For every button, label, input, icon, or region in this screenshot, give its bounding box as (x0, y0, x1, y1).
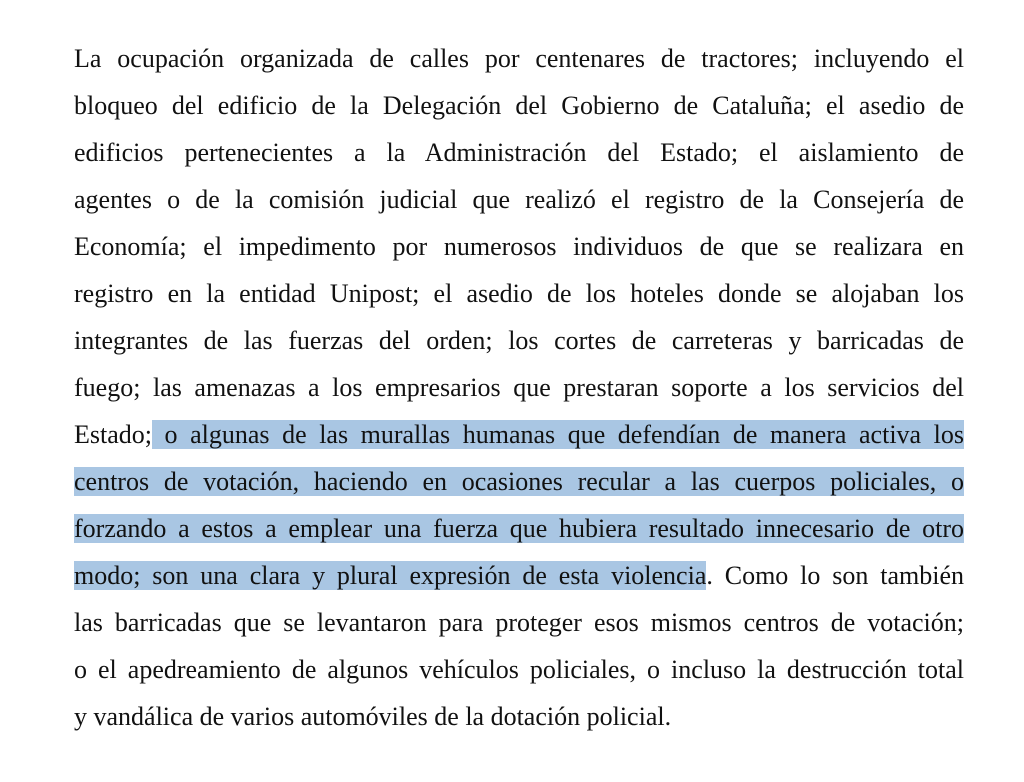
paragraph-line (74, 42, 964, 76)
paragraph-line (74, 324, 964, 358)
paragraph-line (74, 418, 964, 452)
highlighted-text: o algunas de las murallas humanas que defendían de manera activa los (152, 420, 964, 449)
paragraph-line (74, 465, 964, 499)
paragraph-line (74, 89, 964, 123)
paragraph-line (74, 183, 964, 217)
line-text: registro en la entidad Unipost; el asedio de los hoteles donde se alojaban los (74, 279, 964, 308)
paragraph-line (74, 230, 964, 264)
line-text: agentes o de la comisión judicial que realizó el registro de la Consejería de (74, 185, 964, 214)
paragraph-line (74, 653, 964, 687)
paragraph-line (74, 606, 964, 640)
paragraph-line (74, 512, 964, 546)
paragraph-line (74, 371, 964, 405)
line-text: las barricadas que se levantaron para proteger esos mismos centros de votación; (74, 608, 964, 637)
paragraph-line (74, 700, 964, 734)
line-text: o el apedreamiento de algunos vehículos policiales, o incluso la destrucción total (74, 655, 964, 684)
highlighted-text: modo; son una clara y plural expresión de esta violencia (74, 561, 707, 590)
line-text: edificios pertenecientes a la Administración del Estado; el aislamiento de (74, 138, 964, 167)
line-text: Estado; (74, 420, 152, 449)
highlighted-text: forzando a estos a emplear una fuerza que hubiera resultado innecesario de otro (74, 514, 964, 543)
line-text: integrantes de las fuerzas del orden; los cortes de carreteras y barricadas de (74, 326, 964, 355)
line-text: Economía; el impedimento por numerosos individuos de que se realizara en (74, 232, 964, 261)
line-text: y vandálica de varios automóviles de la dotación policial. (74, 702, 672, 731)
paragraph-line (74, 559, 964, 593)
line-text: bloqueo del edificio de la Delegación del Gobierno de Cataluña; el asedio de (74, 91, 964, 120)
line-text: La ocupación organizada de calles por centenares de tractores; incluyendo el (74, 44, 964, 73)
paragraph-line (74, 277, 964, 311)
line-text: fuego; las amenazas a los empresarios que prestaran soporte a los servicios del (74, 373, 964, 402)
line-text: . Como lo son también (706, 561, 964, 590)
highlighted-text: centros de votación, haciendo en ocasiones recular a las cuerpos policiales, o (74, 467, 964, 496)
paragraph-line (74, 136, 964, 170)
